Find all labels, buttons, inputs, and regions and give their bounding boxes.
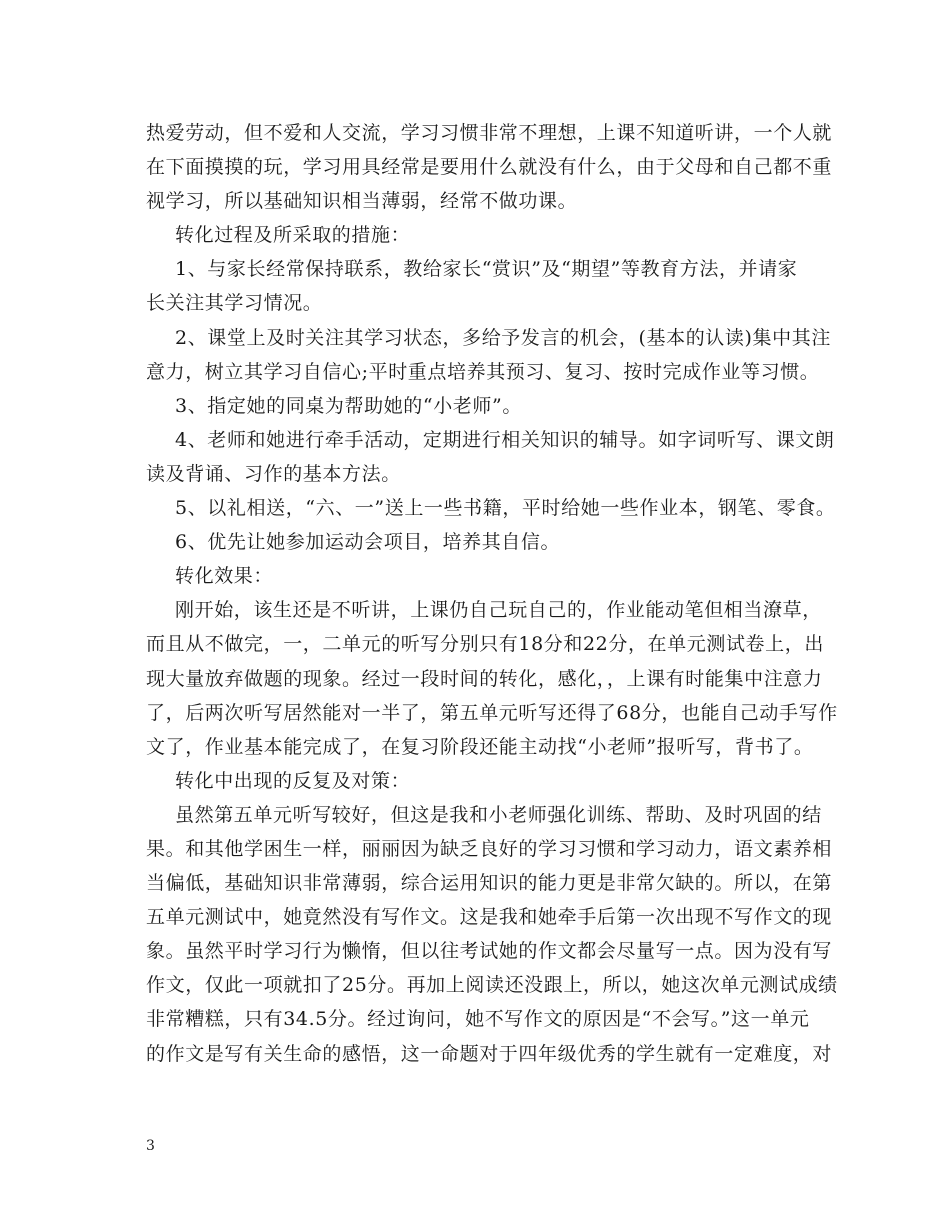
text-line: 6、优先让她参加运动会项目，培养其自信。 [175,531,561,554]
text-line: 5、以礼相送，“六、一”送上一些书籍，平时给她一些作业本，钢笔、零食。 [175,497,836,520]
text-line: 了，后两次听写居然能对一半了，第五单元听写还得了68分，也能自己动手写作 [146,701,838,724]
text-line: 热爱劳动，但不爱和人交流，学习习惯非常不理想，上课不知道听讲，一个人就 [146,122,833,144]
text-line: 象。虽然平时学习行为懒惰，但以往考试她的作文都会尽量写一点。因为没有写 [146,940,833,963]
text-line: 的作文是写有关生命的感悟，这一命题对于四年级优秀的学生就有一定难度，对 [146,1042,833,1065]
text-line: 2、课堂上及时关注其学习状态，多给予发言的机会，(基本的认读)集中其注 [175,326,831,349]
text-line: 现大量放弃做题的现象。经过一段时间的转化，感化，，上课有时能集中注意力 [146,667,823,690]
text-line: 文了，作业基本能完成了，在复习阶段还能主动找“小老师”报听写，背书了。 [146,735,814,758]
text-line: 虽然第五单元听写较好，但这是我和小老师强化训练、帮助、及时巩固的结 [175,803,822,826]
page-number: 3 [146,1138,155,1154]
section-heading: 转化中出现的反复及对策： [175,769,411,792]
text-line: 4、老师和她进行牵手活动，定期进行相关知识的辅导。如字词听写、课文朗 [175,428,835,451]
text-line: 1、与家长经常保持联系，教给家长“赏识”及“期望”等教育方法，并请家 [175,258,798,281]
text-line: 在下面摸摸的玩，学习用具经常是要用什么就没有什么，由于父母和自己都不重 [146,156,833,179]
body-text [146,116,838,1071]
text-line: 而且从不做完，一，二单元的听写分别只有18分和22分，在单元测试卷上，出 [146,633,824,656]
text-line: 刚开始，该生还是不听讲，上课仍自己玩自己的，作业能动笔但相当潦草， [175,599,822,622]
text-line: 3、指定她的同桌为帮助她的“小老师”。 [175,394,522,417]
text-line: 非常糟糕，只有34.5分。经过询问，她不写作文的原因是“不会写。”这一单元 [146,1008,810,1031]
text-line: 作文，仅此一项就扣了25分。再加上阅读还没跟上，所以，她这次单元测试成绩 [146,974,838,997]
text-line: 果。和其他学困生一样，丽丽因为缺乏良好的学习习惯和学习动力，语文素养相 [146,837,833,860]
text-line: 当偏低，基础知识非常薄弱，综合运用知识的能力更是非常欠缺的。所以，在第 [146,872,833,895]
text-line: 长关注其学习情况。 [146,292,323,315]
section-heading: 转化效果： [175,565,274,588]
text-line: 视学习，所以基础知识相当薄弱，经常不做功课。 [146,190,578,213]
section-heading: 转化过程及所采取的措施： [175,224,411,247]
text-line: 读及背诵、习作的基本方法。 [146,462,401,485]
text-line: 意力，树立其学习自信心;平时重点培养其预习、复习、按时完成作业等习惯。 [146,360,820,383]
text-line: 五单元测试中，她竟然没有写作文。这是我和她牵手后第一次出现不写作文的现 [146,906,833,929]
